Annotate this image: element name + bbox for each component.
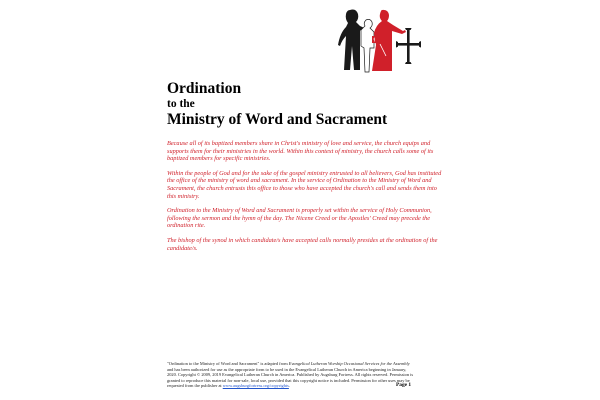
page-number: Page 1	[396, 382, 412, 388]
paragraph-4: The bishop of the synod in which candidate/s have accepted calls normally presides at the ordination of the candidate/s.	[167, 236, 438, 252]
paragraph-2: Within the people of God and for the sake of the gospel ministry entrusted to all believers, God has instituted the office of the ministry of word and sacrament. In the service of Ordination to the Ministry of Word and Sacrament, the church entrusts this office to those who have accepted the church's call and sends them into this ministry.	[167, 169, 442, 200]
copyright-notice	[167, 361, 415, 389]
ordination-figures-icon	[336, 8, 426, 74]
copyright-text-2: and has been authorized for use as the appropriate form to be used in the Evangelical Lutheran Church in America beginning in January, 2020. Copyright © 2009, 2019 Evangelical Lutheran Church in America. Published by Augsburg Fortress. All rights reserved. Permission is granted to reproduce this material for non-sale, local use, provided that this copyright notice is included. Permission for other uses may be requested from the publisher at	[167, 366, 414, 389]
copyright-text-1: "Ordination to the Ministry of Word and Sacrament" is adapted from	[167, 361, 289, 366]
title-to-the: to the	[167, 98, 195, 110]
copyright-text-3: .	[288, 383, 290, 389]
title-ordination: Ordination	[167, 80, 242, 97]
copyright-footer	[167, 361, 415, 389]
copyright-link[interactable]: www.augsburgfortress.org/copyrights	[222, 383, 289, 389]
paragraph-3: Ordination to the Ministry of Word and Sacrament is properly set within the service of Holy Communion, following the sermon and the hymn of the day. The Nicene Creed or the Apostles' Creed may precede the ordination rite.	[167, 207, 432, 230]
title-ministry: Ministry of Word and Sacrament	[167, 111, 388, 128]
paragraph-1: Because all of its baptized members share in Christ's ministry of love and service, the church equips and supports them for their ministries in the world. Within this context of ministry, the church calls some of its baptized members for specific ministries.	[167, 140, 434, 163]
source-title: Evangelical Lutheran Worship Occasional Services for the Assembly	[288, 361, 410, 366]
ordination-logo	[336, 8, 426, 74]
cross-icon	[396, 28, 421, 64]
introduction-text	[167, 140, 445, 259]
document-title	[167, 80, 467, 128]
